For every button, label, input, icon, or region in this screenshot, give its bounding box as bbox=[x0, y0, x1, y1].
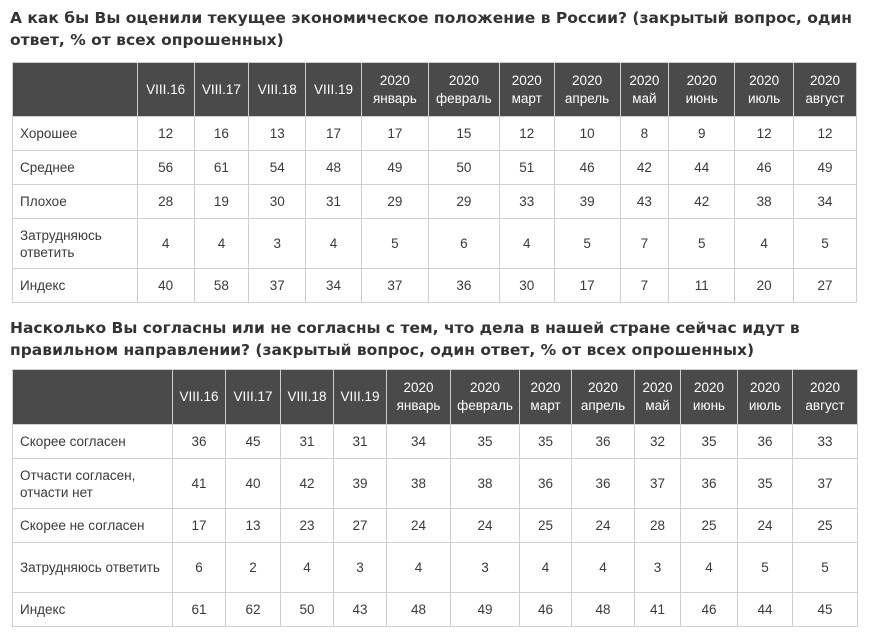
column-header-period: май bbox=[632, 90, 657, 106]
table-cell: 23 bbox=[281, 509, 334, 543]
header-corner bbox=[13, 63, 138, 117]
table-row bbox=[13, 269, 857, 303]
column-header-period: февраль bbox=[435, 90, 492, 106]
table-cell: 5 bbox=[361, 219, 428, 269]
column-header-period: VIII.17 bbox=[233, 389, 273, 404]
column-header-year: 2020 bbox=[530, 380, 561, 395]
column-header bbox=[572, 370, 635, 425]
column-header-year: 2020 bbox=[379, 72, 410, 88]
survey2-header-row bbox=[13, 370, 858, 425]
table-cell: 29 bbox=[428, 185, 499, 219]
column-header-period: VIII.16 bbox=[146, 81, 186, 97]
column-header-period: июнь bbox=[685, 90, 718, 106]
column-header-year: 2020 bbox=[749, 72, 780, 88]
column-header bbox=[361, 63, 428, 117]
table-cell: 36 bbox=[681, 459, 738, 509]
column-header bbox=[226, 370, 281, 425]
column-header bbox=[793, 370, 858, 425]
table-cell: 27 bbox=[794, 269, 857, 303]
table-cell: 19 bbox=[194, 185, 249, 219]
table-cell: 30 bbox=[249, 185, 306, 219]
header-corner bbox=[13, 370, 173, 425]
table-cell: 15 bbox=[428, 117, 499, 151]
table-cell: 13 bbox=[226, 509, 281, 543]
column-header-period: февраль bbox=[457, 398, 513, 413]
column-header-period: январь bbox=[372, 90, 417, 106]
table-cell: 8 bbox=[620, 117, 669, 151]
column-header bbox=[387, 370, 451, 425]
column-header-year: 2020 bbox=[448, 72, 479, 88]
table-cell: 28 bbox=[137, 185, 194, 219]
column-header bbox=[137, 63, 194, 117]
table-cell: 31 bbox=[281, 425, 334, 459]
column-header-period: VIII.16 bbox=[179, 389, 219, 404]
column-header bbox=[428, 63, 499, 117]
table-cell: 7 bbox=[620, 269, 669, 303]
table-cell: 11 bbox=[669, 269, 735, 303]
column-header bbox=[738, 370, 793, 425]
column-header bbox=[194, 63, 249, 117]
table-cell: 6 bbox=[428, 219, 499, 269]
table-cell: 38 bbox=[451, 459, 520, 509]
table-cell: 32 bbox=[635, 425, 681, 459]
column-header bbox=[669, 63, 735, 117]
column-header-period: июнь bbox=[692, 398, 726, 413]
column-header-year: 2020 bbox=[572, 72, 603, 88]
survey2-header bbox=[13, 370, 858, 425]
table-cell: 4 bbox=[572, 543, 635, 593]
column-header-period: август bbox=[805, 90, 845, 106]
table-cell: 37 bbox=[793, 459, 858, 509]
table-cell: 3 bbox=[334, 543, 387, 593]
table-cell: 44 bbox=[669, 151, 735, 185]
table-cell: 4 bbox=[306, 219, 362, 269]
survey2-body bbox=[13, 425, 858, 627]
table-cell: 35 bbox=[520, 425, 572, 459]
table-cell: 51 bbox=[499, 151, 554, 185]
table-cell: 31 bbox=[306, 185, 362, 219]
table-cell: 12 bbox=[735, 117, 794, 151]
table-row bbox=[13, 151, 857, 185]
survey1-header bbox=[13, 63, 857, 117]
table-cell: 16 bbox=[194, 117, 249, 151]
table-cell: 36 bbox=[428, 269, 499, 303]
table-row bbox=[13, 509, 858, 543]
column-header-year: 2020 bbox=[809, 72, 841, 88]
column-header bbox=[451, 370, 520, 425]
table-cell: 48 bbox=[572, 593, 635, 627]
column-header bbox=[735, 63, 794, 117]
table-cell: 38 bbox=[735, 185, 794, 219]
table-cell: 49 bbox=[794, 151, 857, 185]
table-cell: 7 bbox=[620, 219, 669, 269]
table-cell: 40 bbox=[137, 269, 194, 303]
row-label: Скорее согласен bbox=[13, 425, 173, 459]
table-cell: 42 bbox=[669, 185, 735, 219]
table-cell: 29 bbox=[361, 185, 428, 219]
survey1-body bbox=[13, 117, 857, 303]
table-cell: 25 bbox=[681, 509, 738, 543]
table-cell: 36 bbox=[572, 459, 635, 509]
table-cell: 46 bbox=[520, 593, 572, 627]
column-header-year: 2020 bbox=[511, 72, 542, 88]
table-cell: 43 bbox=[334, 593, 387, 627]
table-cell: 44 bbox=[738, 593, 793, 627]
table-cell: 48 bbox=[387, 593, 451, 627]
table-cell: 50 bbox=[281, 593, 334, 627]
table-cell: 35 bbox=[681, 425, 738, 459]
column-header-period: июль bbox=[747, 90, 781, 106]
table-row bbox=[13, 219, 857, 269]
table-cell: 34 bbox=[306, 269, 362, 303]
column-header bbox=[334, 370, 387, 425]
row-label: Среднее bbox=[13, 151, 138, 185]
table-cell: 43 bbox=[620, 185, 669, 219]
survey1-header-row bbox=[13, 63, 857, 117]
table-cell: 35 bbox=[738, 459, 793, 509]
table-cell: 56 bbox=[137, 151, 194, 185]
table-cell: 35 bbox=[451, 425, 520, 459]
table-cell: 12 bbox=[499, 117, 554, 151]
table-cell: 33 bbox=[499, 185, 554, 219]
table-cell: 45 bbox=[793, 593, 858, 627]
table-row bbox=[13, 185, 857, 219]
row-label: Плохое bbox=[13, 185, 138, 219]
table-cell: 4 bbox=[281, 543, 334, 593]
table-cell: 3 bbox=[451, 543, 520, 593]
column-header-period: июль bbox=[748, 398, 782, 413]
table-cell: 12 bbox=[794, 117, 857, 151]
column-header bbox=[794, 63, 857, 117]
table-cell: 38 bbox=[387, 459, 451, 509]
column-header-year: 2020 bbox=[587, 380, 619, 395]
column-header-year: 2020 bbox=[809, 380, 841, 395]
table-cell: 13 bbox=[249, 117, 306, 151]
column-header-year: 2020 bbox=[749, 380, 781, 395]
table-cell: 24 bbox=[738, 509, 793, 543]
table-cell: 37 bbox=[635, 459, 681, 509]
column-header bbox=[681, 370, 738, 425]
table-cell: 46 bbox=[681, 593, 738, 627]
table-cell: 24 bbox=[451, 509, 520, 543]
table-cell: 4 bbox=[735, 219, 794, 269]
table-row bbox=[13, 543, 858, 593]
table-cell: 54 bbox=[249, 151, 306, 185]
table-cell: 34 bbox=[794, 185, 857, 219]
table-row bbox=[13, 459, 858, 509]
survey1-table bbox=[12, 62, 857, 303]
table-cell: 36 bbox=[173, 425, 226, 459]
table-cell: 49 bbox=[451, 593, 520, 627]
column-header-period: апрель bbox=[580, 398, 626, 413]
column-header bbox=[620, 63, 669, 117]
column-header-period: VIII.17 bbox=[201, 81, 241, 97]
row-label: Скорее не согласен bbox=[13, 509, 173, 543]
table-cell: 37 bbox=[361, 269, 428, 303]
column-header-year: 2020 bbox=[629, 72, 660, 88]
table-cell: 3 bbox=[249, 219, 306, 269]
table-cell: 17 bbox=[306, 117, 362, 151]
column-header bbox=[635, 370, 681, 425]
table-cell: 61 bbox=[194, 151, 249, 185]
table-cell: 24 bbox=[387, 509, 451, 543]
table-cell: 25 bbox=[793, 509, 858, 543]
table-cell: 36 bbox=[738, 425, 793, 459]
column-header-period: апрель bbox=[564, 90, 610, 106]
table-cell: 58 bbox=[194, 269, 249, 303]
column-header bbox=[554, 63, 620, 117]
column-header-period: август bbox=[805, 398, 845, 413]
table-cell: 5 bbox=[669, 219, 735, 269]
table-cell: 20 bbox=[735, 269, 794, 303]
table-cell: 61 bbox=[173, 593, 226, 627]
table-cell: 31 bbox=[334, 425, 387, 459]
column-header-year: 2020 bbox=[469, 380, 501, 395]
table-cell: 36 bbox=[572, 425, 635, 459]
survey2-title: Насколько Вы согласны или не согласны с тем, что дела в нашей стране сейчас идут в правильном направлении? (закрытый вопрос, один ответ, % от всех опрошенных) bbox=[10, 319, 800, 359]
table-cell: 4 bbox=[387, 543, 451, 593]
row-label: Индекс bbox=[13, 269, 138, 303]
column-header-period: январь bbox=[396, 398, 441, 413]
table-cell: 27 bbox=[334, 509, 387, 543]
table-cell: 5 bbox=[793, 543, 858, 593]
table-cell: 39 bbox=[334, 459, 387, 509]
table-cell: 4 bbox=[194, 219, 249, 269]
table-cell: 46 bbox=[735, 151, 794, 185]
table-cell: 30 bbox=[499, 269, 554, 303]
column-header-year: 2020 bbox=[686, 72, 717, 88]
table-cell: 9 bbox=[669, 117, 735, 151]
table-cell: 5 bbox=[554, 219, 620, 269]
table-cell: 34 bbox=[387, 425, 451, 459]
column-header-period: март bbox=[511, 90, 542, 106]
table-cell: 50 bbox=[428, 151, 499, 185]
column-header-year: 2020 bbox=[693, 380, 725, 395]
table-cell: 4 bbox=[681, 543, 738, 593]
table-cell: 41 bbox=[173, 459, 226, 509]
table-cell: 45 bbox=[226, 425, 281, 459]
table-cell: 42 bbox=[620, 151, 669, 185]
table-cell: 3 bbox=[635, 543, 681, 593]
column-header-period: март bbox=[530, 398, 561, 413]
table-cell: 17 bbox=[361, 117, 428, 151]
table-cell: 36 bbox=[520, 459, 572, 509]
column-header bbox=[281, 370, 334, 425]
table-cell: 39 bbox=[554, 185, 620, 219]
table-cell: 49 bbox=[361, 151, 428, 185]
row-label: Индекс bbox=[13, 593, 173, 627]
column-header bbox=[520, 370, 572, 425]
table-cell: 42 bbox=[281, 459, 334, 509]
table-cell: 33 bbox=[793, 425, 858, 459]
row-label: Хорошее bbox=[13, 117, 138, 151]
column-header-period: VIII.18 bbox=[257, 81, 297, 97]
table-cell: 37 bbox=[249, 269, 306, 303]
table-row bbox=[13, 425, 858, 459]
table-cell: 25 bbox=[520, 509, 572, 543]
table-cell: 4 bbox=[520, 543, 572, 593]
column-header bbox=[499, 63, 554, 117]
survey1-title: А как бы Вы оценили текущее экономическое положение в России? (закрытый вопрос, один ответ, % от всех опрошенных) bbox=[10, 9, 852, 49]
table-cell: 6 bbox=[173, 543, 226, 593]
survey2-table bbox=[12, 369, 858, 627]
table-cell: 46 bbox=[554, 151, 620, 185]
column-header-year: 2020 bbox=[403, 380, 434, 395]
table-cell: 28 bbox=[635, 509, 681, 543]
column-header-year: 2020 bbox=[642, 380, 673, 395]
column-header bbox=[173, 370, 226, 425]
table-cell: 4 bbox=[499, 219, 554, 269]
table-cell: 4 bbox=[137, 219, 194, 269]
table-cell: 2 bbox=[226, 543, 281, 593]
table-row bbox=[13, 117, 857, 151]
table-cell: 62 bbox=[226, 593, 281, 627]
column-header-period: VIII.19 bbox=[314, 81, 354, 97]
table-cell: 17 bbox=[173, 509, 226, 543]
row-label: Отчасти согласен, отчасти нет bbox=[13, 459, 173, 509]
table-cell: 48 bbox=[306, 151, 362, 185]
column-header bbox=[249, 63, 306, 117]
column-header-period: VIII.19 bbox=[340, 389, 380, 404]
column-header-period: VIII.18 bbox=[287, 389, 327, 404]
row-label: Затрудняюсь ответить bbox=[13, 543, 173, 593]
table-cell: 5 bbox=[794, 219, 857, 269]
table-cell: 12 bbox=[137, 117, 194, 151]
column-header bbox=[306, 63, 362, 117]
table-cell: 40 bbox=[226, 459, 281, 509]
table-cell: 24 bbox=[572, 509, 635, 543]
table-row bbox=[13, 593, 858, 627]
table-cell: 5 bbox=[738, 543, 793, 593]
table-cell: 10 bbox=[554, 117, 620, 151]
row-label: Затрудняюсь ответить bbox=[13, 219, 138, 269]
table-cell: 41 bbox=[635, 593, 681, 627]
table-cell: 17 bbox=[554, 269, 620, 303]
column-header-period: май bbox=[645, 398, 670, 413]
